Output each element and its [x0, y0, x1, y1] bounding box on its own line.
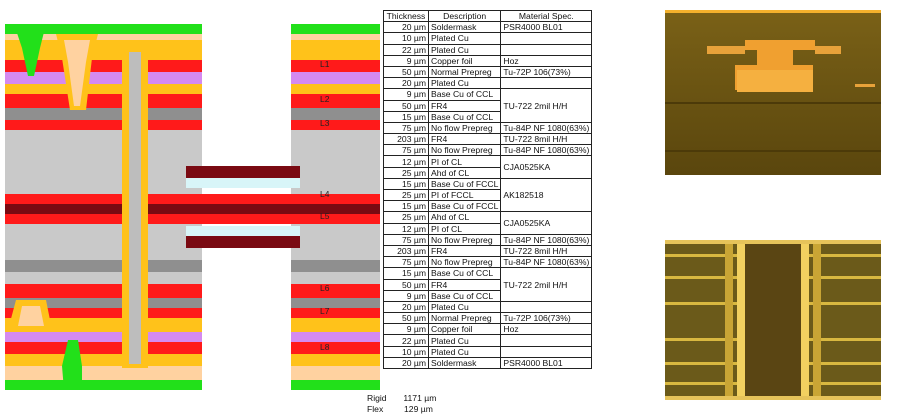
table-row: [384, 66, 592, 77]
cell-material: Tu-84P NF 1080(63%): [501, 234, 592, 245]
header-description: Description: [429, 11, 501, 22]
cell-thickness: 9 µm: [384, 55, 429, 66]
cell-thickness: 25 µm: [384, 190, 429, 201]
layer-band: [5, 260, 202, 272]
layer-band: [5, 72, 202, 84]
micrograph-top: [665, 10, 881, 175]
cell-material: Tu-84P NF 1080(63%): [501, 122, 592, 133]
layer-band: [5, 120, 202, 130]
layer-band: [291, 354, 380, 366]
layer-band: [5, 180, 202, 194]
layer-label: L7: [320, 306, 330, 316]
cell-description: Soldermask: [429, 357, 501, 368]
layer-band: [291, 130, 380, 142]
layer-label: L1: [320, 59, 330, 69]
layer-band: [5, 130, 202, 142]
cell-thickness: 20 µm: [384, 78, 429, 89]
cell-material: PSR4000 BL01: [501, 357, 592, 368]
layer-band: [291, 366, 380, 380]
table-row: [384, 268, 592, 279]
table-header-row: [384, 11, 592, 22]
cell-description: Base Cu of CCL: [429, 268, 501, 279]
cell-thickness: 75 µm: [384, 145, 429, 156]
table-row: [384, 55, 592, 66]
cell-thickness: 20 µm: [384, 301, 429, 312]
cell-description: Base Cu of CCL: [429, 290, 501, 301]
layer-band: [5, 194, 202, 204]
cell-description: FR4: [429, 279, 501, 290]
layer-band: [291, 332, 380, 342]
layer-band: [291, 194, 380, 204]
cell-description: Plated Cu: [429, 301, 501, 312]
layer-band: [5, 272, 202, 284]
layer-band: [5, 214, 202, 224]
cell-thickness: 20 µm: [384, 22, 429, 33]
layer-band: [291, 272, 380, 284]
layer-band: [5, 380, 202, 390]
cell-thickness: 15 µm: [384, 268, 429, 279]
cell-material: [501, 301, 592, 312]
table-row: [384, 145, 592, 156]
cell-material: CJA0525KA: [501, 212, 592, 234]
table-row: [384, 335, 592, 346]
table-row: [384, 234, 592, 245]
layer-band: [291, 238, 380, 260]
layer-band: [291, 84, 380, 94]
layer-band: [5, 366, 202, 380]
table-row: [384, 156, 592, 167]
table-row: [384, 78, 592, 89]
flex-coverlay-adhesive: [186, 226, 300, 236]
layer-band: [291, 380, 380, 390]
table-row: [384, 212, 592, 223]
table-row: [384, 122, 592, 133]
cell-description: No flow Prepreg: [429, 257, 501, 268]
table-row: [384, 22, 592, 33]
layer-band: [291, 318, 380, 332]
cell-material: TU-722 8mil H/H: [501, 134, 592, 145]
cell-description: Normal Prepreg: [429, 313, 501, 324]
cell-thickness: 75 µm: [384, 257, 429, 268]
cell-thickness: 9 µm: [384, 89, 429, 100]
cell-thickness: 15 µm: [384, 178, 429, 189]
cell-thickness: 50 µm: [384, 66, 429, 77]
cell-material: [501, 346, 592, 357]
layer-band: [5, 354, 202, 366]
layer-label: L8: [320, 342, 330, 352]
layer-band: [291, 142, 380, 166]
cell-material: [501, 44, 592, 55]
cell-description: PI of FCCL: [429, 190, 501, 201]
layer-band: [291, 214, 380, 224]
layer-band: [5, 238, 202, 260]
cell-description: Base Cu of CCL: [429, 111, 501, 122]
layer-band: [291, 342, 380, 354]
flex-total: [367, 404, 433, 414]
layer-label: L5: [320, 211, 330, 221]
layer-band: [291, 34, 380, 40]
layer-band: [291, 48, 380, 60]
table-row: [384, 313, 592, 324]
layer-band: [291, 60, 380, 72]
cell-description: No flow Prepreg: [429, 145, 501, 156]
rigid-total: [367, 393, 436, 403]
cell-description: Copper foil: [429, 55, 501, 66]
layer-band: [5, 166, 202, 180]
layer-band: [5, 204, 202, 214]
cell-description: No flow Prepreg: [429, 122, 501, 133]
table-row: [384, 245, 592, 256]
cell-thickness: 15 µm: [384, 201, 429, 212]
micrograph-cross-section-image: [665, 240, 881, 400]
layer-band: [5, 84, 202, 94]
cell-thickness: 9 µm: [384, 290, 429, 301]
flex-coverlay-pi: [186, 166, 300, 178]
table-row: [384, 44, 592, 55]
cell-thickness: 50 µm: [384, 279, 429, 290]
layer-band: [5, 332, 202, 342]
layer-band: [5, 224, 202, 238]
cell-material: PSR4000 BL01: [501, 22, 592, 33]
layer-band: [291, 72, 380, 84]
layer-band: [291, 298, 380, 308]
cell-thickness: 20 µm: [384, 357, 429, 368]
table-row: [384, 134, 592, 145]
cell-description: FR4: [429, 134, 501, 145]
cell-material: Hoz: [501, 55, 592, 66]
table-row: [384, 324, 592, 335]
cell-thickness: 25 µm: [384, 212, 429, 223]
cell-material: TU-722 2mil H/H: [501, 89, 592, 123]
rigid-value: 1171 µm: [403, 393, 437, 403]
cell-material: Tu-84P NF 1080(63%): [501, 145, 592, 156]
cell-material: AK182518: [501, 178, 592, 212]
cell-description: Plated Cu: [429, 78, 501, 89]
layer-band: [5, 342, 202, 354]
cell-material: CJA0525KA: [501, 156, 592, 178]
layer-band: [291, 284, 380, 298]
cell-material: [501, 335, 592, 346]
cell-description: PI of CL: [429, 223, 501, 234]
cell-material: Tu-72P 106(73%): [501, 313, 592, 324]
cell-thickness: 50 µm: [384, 313, 429, 324]
layer-band: [291, 120, 380, 130]
cell-thickness: 25 µm: [384, 167, 429, 178]
cell-material: [501, 33, 592, 44]
cell-thickness: 203 µm: [384, 245, 429, 256]
cell-thickness: 75 µm: [384, 122, 429, 133]
table-row: [384, 301, 592, 312]
cell-material: Tu-72P 106(73%): [501, 66, 592, 77]
cell-material: Hoz: [501, 324, 592, 335]
cell-thickness: 10 µm: [384, 346, 429, 357]
flex-copper: [186, 194, 300, 204]
flex-pi-core: [186, 204, 300, 214]
layer-label: L4: [320, 189, 330, 199]
layer-band: [291, 166, 380, 180]
cell-thickness: 12 µm: [384, 156, 429, 167]
through-hole-fill: [129, 52, 141, 364]
layer-band: [291, 108, 380, 120]
layer-label: L6: [320, 283, 330, 293]
table-row: [384, 257, 592, 268]
layer-band: [291, 308, 380, 318]
layer-band: [291, 24, 380, 34]
header-thickness: Thickness: [384, 11, 429, 22]
rigid-label: Rigid: [367, 393, 387, 403]
cell-description: Plated Cu: [429, 44, 501, 55]
cell-material: Tu-84P NF 1080(63%): [501, 257, 592, 268]
layer-band: [291, 180, 380, 194]
cell-thickness: 75 µm: [384, 234, 429, 245]
cell-description: PI of CL: [429, 156, 501, 167]
layer-band: [5, 94, 202, 108]
layer-band: [5, 142, 202, 166]
cell-description: Soldermask: [429, 22, 501, 33]
layer-band: [291, 40, 380, 48]
table-row: [384, 346, 592, 357]
stackup-spec-table: [383, 10, 592, 369]
flex-coverlay-adhesive: [186, 178, 300, 188]
cell-description: Base Cu of FCCL: [429, 178, 501, 189]
microvia-bottom-left-core: [18, 306, 44, 326]
cell-description: Plated Cu: [429, 33, 501, 44]
cell-thickness: 50 µm: [384, 100, 429, 111]
flex-copper: [186, 214, 300, 224]
table-row: [384, 357, 592, 368]
cell-description: Ahd of CL: [429, 212, 501, 223]
cell-material: TU-722 2mil H/H: [501, 268, 592, 302]
flex-label: Flex: [367, 404, 384, 414]
header-material: Material Spec.: [501, 11, 592, 22]
flex-coverlay-pi: [186, 236, 300, 248]
cell-description: Plated Cu: [429, 346, 501, 357]
layer-band: [5, 108, 202, 120]
flex-value: 129 µm: [404, 404, 433, 414]
micrograph-top-image: [665, 10, 881, 175]
cell-description: Base Cu of CCL: [429, 89, 501, 100]
cell-description: Base Cu of FCCL: [429, 201, 501, 212]
cell-description: FR4: [429, 245, 501, 256]
cell-thickness: 9 µm: [384, 324, 429, 335]
cell-thickness: 22 µm: [384, 44, 429, 55]
cell-material: [501, 78, 592, 89]
table-row: [384, 89, 592, 100]
cell-description: Copper foil: [429, 324, 501, 335]
cell-thickness: 10 µm: [384, 33, 429, 44]
cell-thickness: 203 µm: [384, 134, 429, 145]
cell-description: FR4: [429, 100, 501, 111]
layer-label: L2: [320, 94, 330, 104]
layer-band: [291, 224, 380, 238]
cell-thickness: 15 µm: [384, 111, 429, 122]
layer-band: [5, 284, 202, 298]
layer-stack: [5, 24, 380, 390]
layer-band: [291, 260, 380, 272]
cell-thickness: 12 µm: [384, 223, 429, 234]
table-row: [384, 178, 592, 189]
cell-description: No flow Prepreg: [429, 234, 501, 245]
cell-thickness: 22 µm: [384, 335, 429, 346]
layer-band: [291, 204, 380, 214]
micrograph-cross-section: [665, 240, 881, 400]
cell-description: Ahd of CL: [429, 167, 501, 178]
layer-label: L3: [320, 118, 330, 128]
table-row: [384, 33, 592, 44]
layer-band: [291, 94, 380, 108]
cell-description: Normal Prepreg: [429, 66, 501, 77]
cell-material: TU-722 8mil H/H: [501, 245, 592, 256]
cell-description: Plated Cu: [429, 335, 501, 346]
